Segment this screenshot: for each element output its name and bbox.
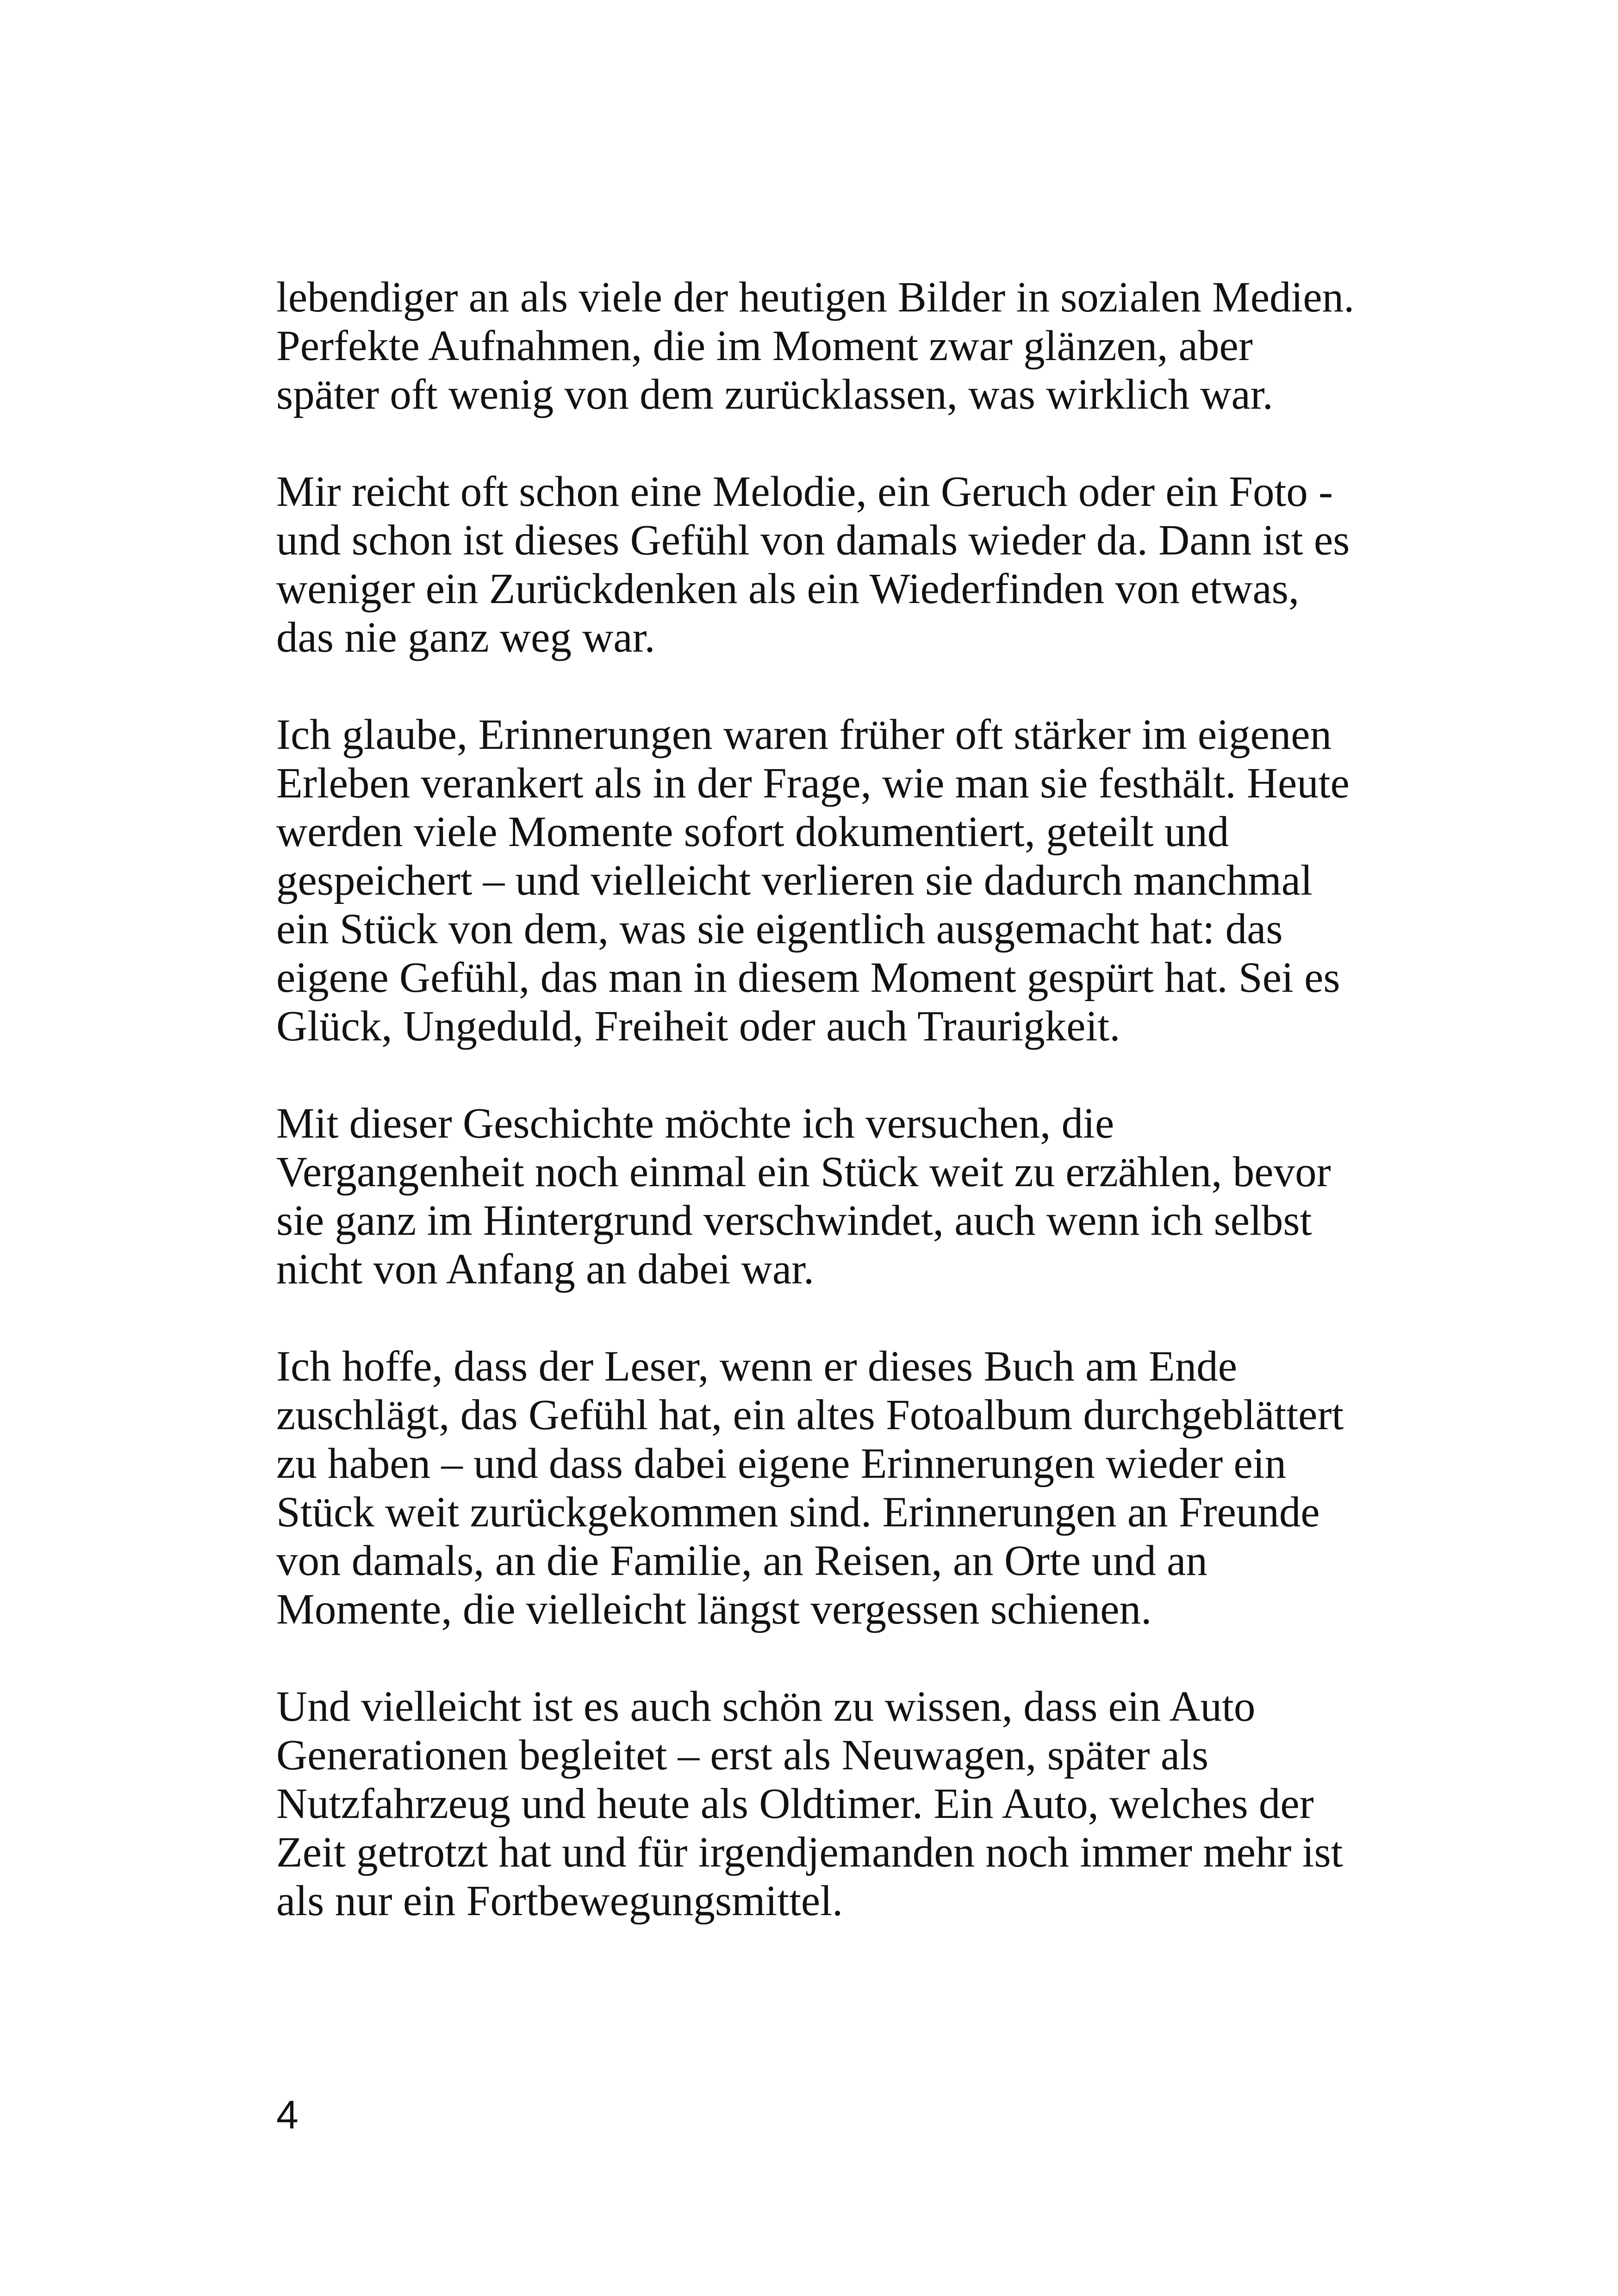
text-line: ein Stück von dem, was sie eigentlich ausgemacht hat: das xyxy=(276,905,1283,953)
text-line: Generationen begleitet – erst als Neuwagen, später als xyxy=(276,1731,1209,1779)
paragraph xyxy=(276,273,1387,419)
text-line: Mit dieser Geschichte möchte ich versuchen, die xyxy=(276,1100,1114,1147)
text-line: das nie ganz weg war. xyxy=(276,614,655,661)
body-text xyxy=(276,273,1387,1974)
paragraph xyxy=(276,467,1387,662)
text-line: sie ganz im Hintergrund verschwindet, auch wenn ich selbst xyxy=(276,1197,1312,1244)
text-line: Stück weit zurückgekommen sind. Erinnerungen an Freunde xyxy=(276,1488,1320,1536)
text-line: und schon ist dieses Gefühl von damals wieder da. Dann ist es xyxy=(276,516,1350,564)
text-line: Mir reicht oft schon eine Melodie, ein Geruch oder ein Foto - xyxy=(276,468,1333,516)
text-line: zu haben – und dass dabei eigene Erinnerungen wieder ein xyxy=(276,1440,1287,1487)
text-line: Momente, die vielleicht längst vergessen schienen. xyxy=(276,1586,1152,1633)
text-line: von damals, an die Familie, an Reisen, an Orte und an xyxy=(276,1537,1207,1585)
text-line: nicht von Anfang an dabei war. xyxy=(276,1245,815,1293)
page-number: 4 xyxy=(276,2093,299,2137)
text-line: Erleben verankert als in der Frage, wie man sie festhält. Heute xyxy=(276,759,1350,807)
text-line: zuschlägt, das Gefühl hat, ein altes Fotoalbum durchgeblättert xyxy=(276,1391,1344,1439)
text-line: Und vielleicht ist es auch schön zu wissen, dass ein Auto xyxy=(276,1683,1256,1730)
text-line: weniger ein Zurückdenken als ein Wiederfinden von etwas, xyxy=(276,565,1300,613)
text-line: Glück, Ungeduld, Freiheit oder auch Traurigkeit. xyxy=(276,1002,1120,1050)
text-line: werden viele Momente sofort dokumentiert, geteilt und xyxy=(276,808,1229,856)
text-line: später oft wenig von dem zurücklassen, was wirklich war. xyxy=(276,371,1273,418)
text-line: Vergangenheit noch einmal ein Stück weit zu erzählen, bevor xyxy=(276,1148,1331,1196)
text-line: eigene Gefühl, das man in diesem Moment gespürt hat. Sei es xyxy=(276,954,1340,1002)
text-line: gespeichert – und vielleicht verlieren sie dadurch manchmal xyxy=(276,857,1313,904)
paragraph xyxy=(276,1342,1387,1634)
text-line: Ich glaube, Erinnerungen waren früher oft stärker im eigenen xyxy=(276,711,1332,759)
paragraph xyxy=(276,710,1387,1051)
text-line: Zeit getrotzt hat und für irgendjemanden noch immer mehr ist xyxy=(276,1829,1343,1876)
text-line: Nutzfahrzeug und heute als Oldtimer. Ein Auto, welches der xyxy=(276,1780,1314,1828)
text-line: lebendiger an als viele der heutigen Bilder in sozialen Medien. xyxy=(276,274,1355,321)
text-line: als nur ein Fortbewegungsmittel. xyxy=(276,1877,843,1925)
text-line: Perfekte Aufnahmen, die im Moment zwar glänzen, aber xyxy=(276,322,1253,370)
paragraph xyxy=(276,1099,1387,1294)
text-line: Ich hoffe, dass der Leser, wenn er dieses Buch am Ende xyxy=(276,1343,1237,1390)
paragraph xyxy=(276,1682,1387,1925)
